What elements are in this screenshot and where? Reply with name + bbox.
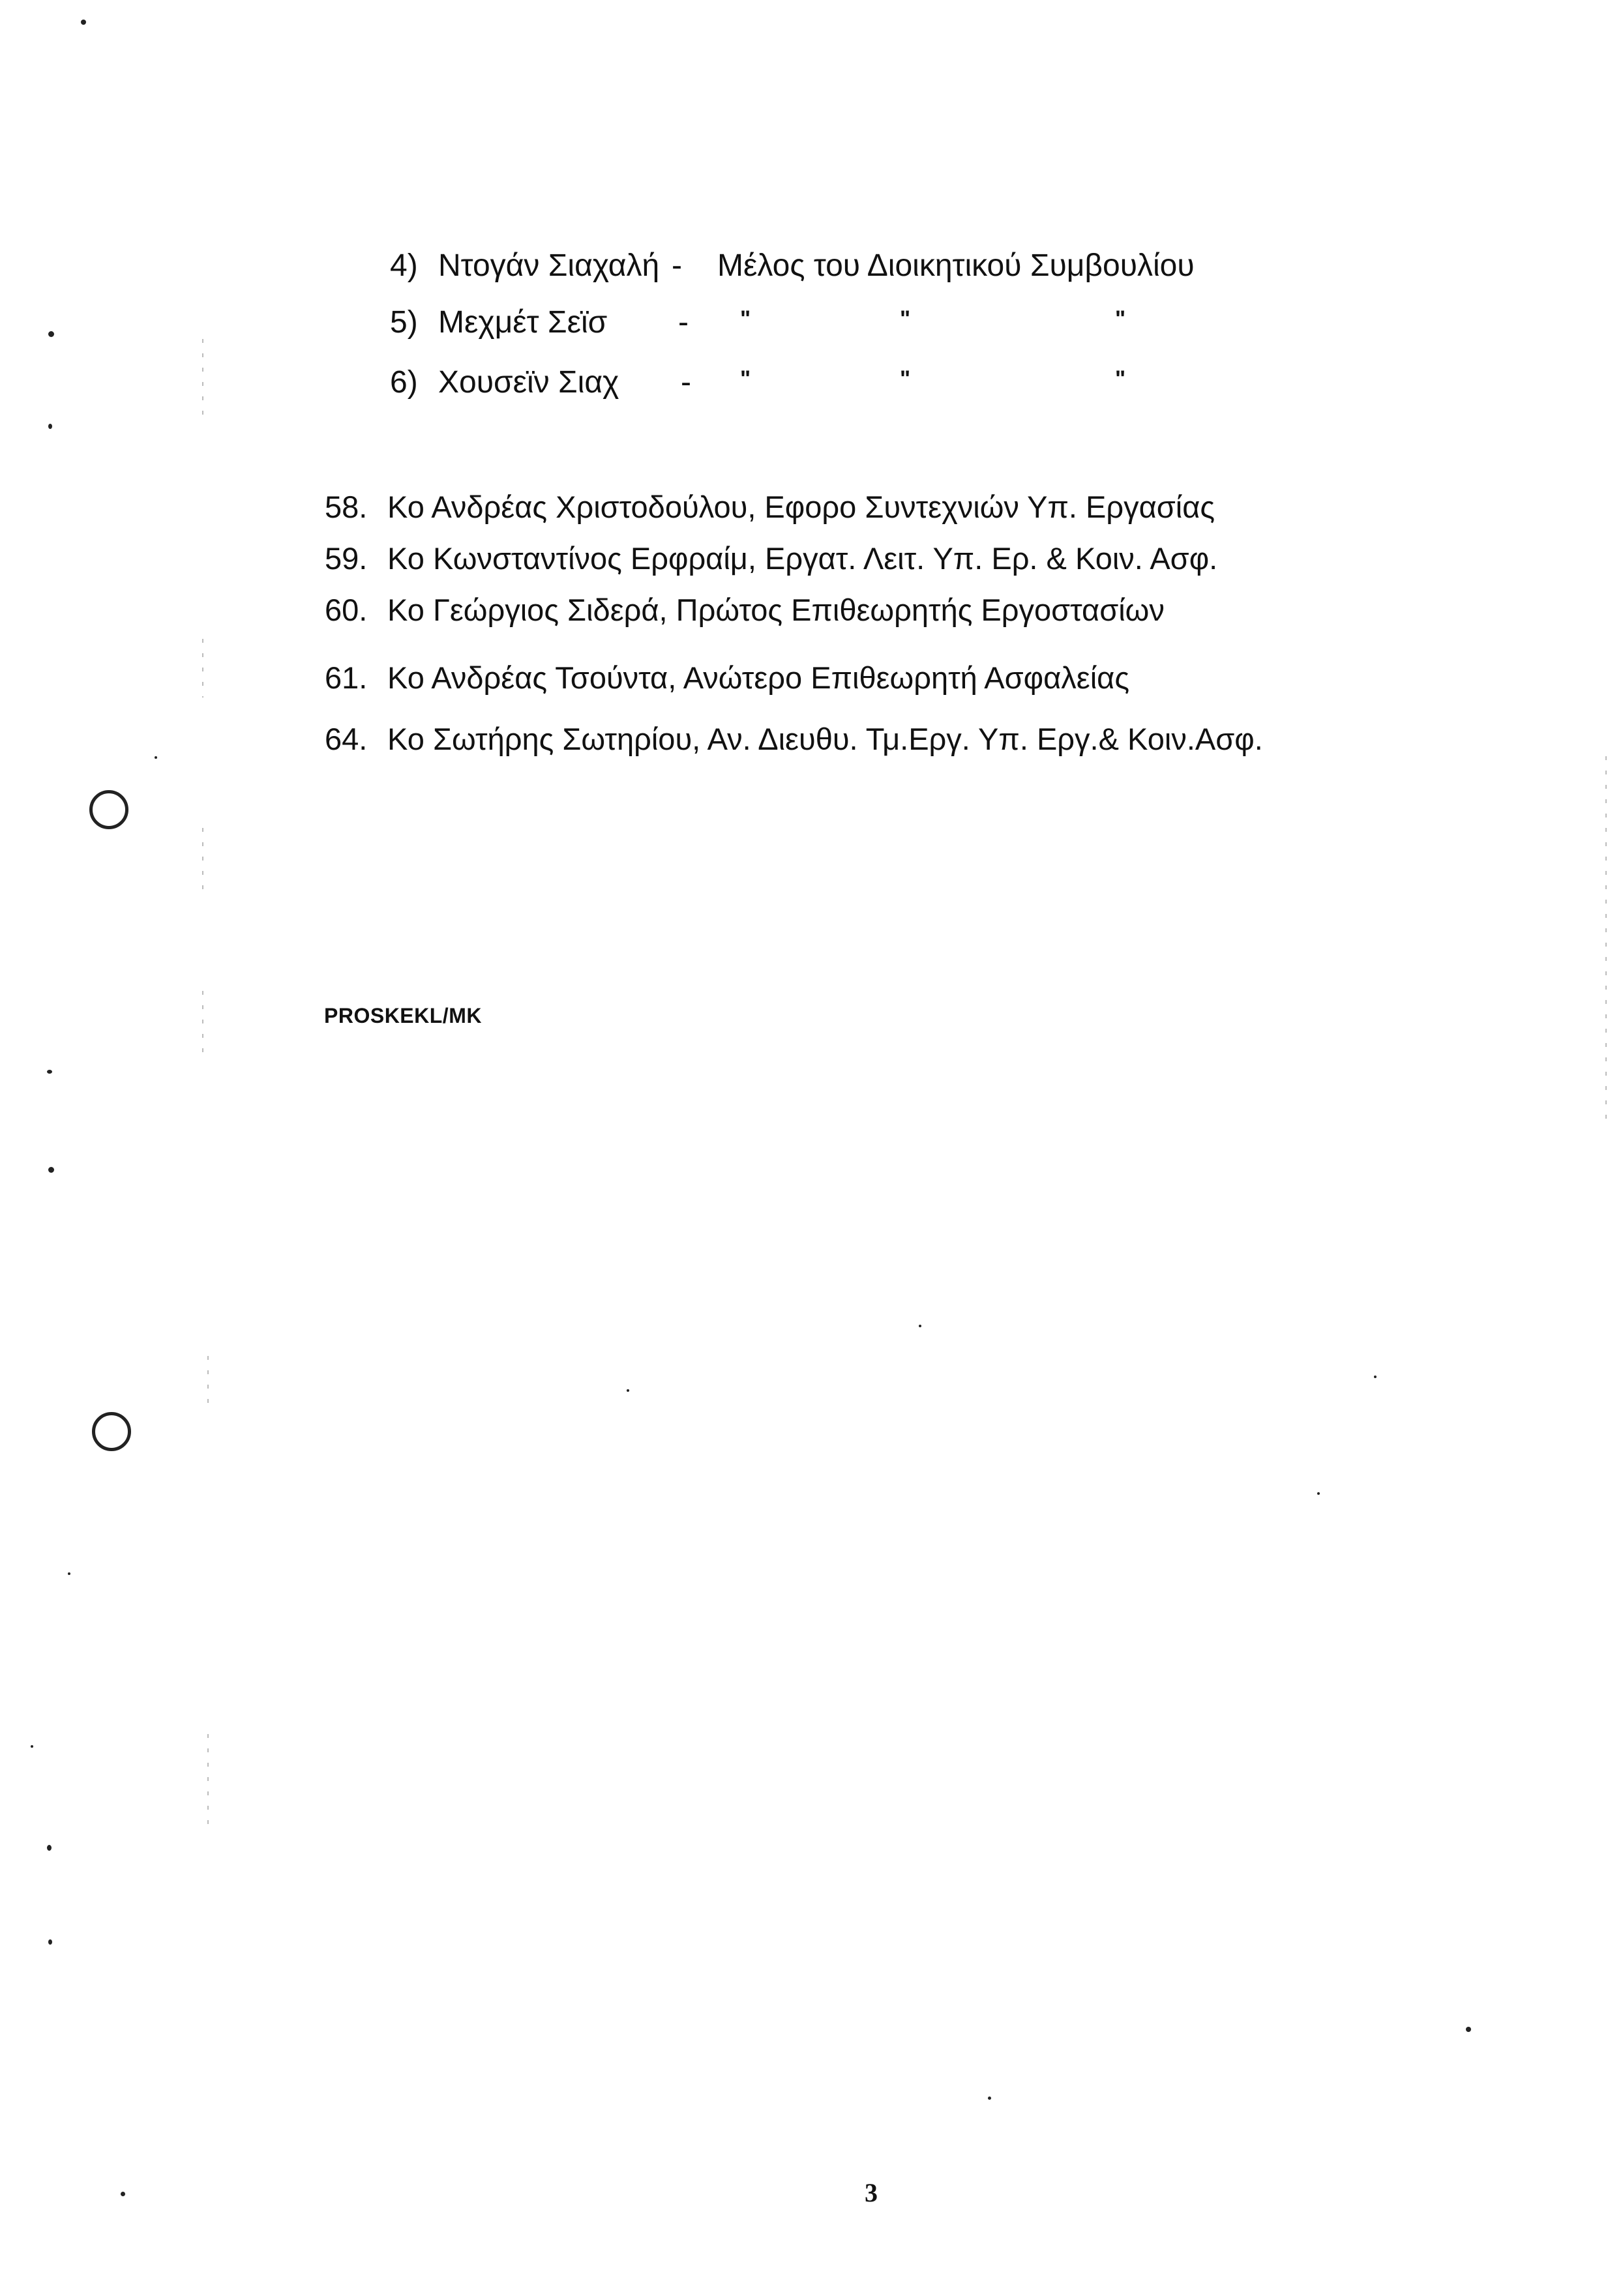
attendee-number: 60. bbox=[325, 593, 368, 627]
board-member-number: 4) bbox=[390, 248, 418, 283]
scan-line bbox=[202, 639, 203, 698]
scan-speck bbox=[627, 1389, 629, 1392]
board-member-role: Μέλος του Διοικητικού Συμβουλίου bbox=[717, 248, 1195, 283]
attendee-text: Κο Ανδρέας Τσούντα, Ανώτερο Επιθεωρητή Ασφαλείας bbox=[387, 660, 1130, 695]
scan-speck bbox=[988, 2097, 991, 2100]
attendee-line bbox=[325, 591, 1165, 630]
board-member-name: Ντογάν Σιαχαλή bbox=[438, 248, 660, 283]
attendee-number: 59. bbox=[325, 541, 368, 576]
ditto-mark: " bbox=[900, 366, 911, 391]
scan-speck bbox=[68, 1572, 70, 1575]
ditto-mark: " bbox=[1115, 366, 1126, 391]
ditto-mark: " bbox=[900, 306, 911, 331]
ditto-mark: " bbox=[740, 366, 751, 391]
scan-line bbox=[1605, 756, 1607, 1121]
scan-speck bbox=[155, 756, 157, 759]
scan-speck bbox=[1374, 1376, 1377, 1378]
ditto-mark: " bbox=[740, 306, 751, 331]
scan-speck bbox=[31, 1745, 33, 1748]
scan-speck bbox=[1317, 1492, 1320, 1495]
scan-speck bbox=[48, 1939, 52, 1945]
scan-speck bbox=[81, 20, 86, 25]
attendee-text: Κο Κωνσταντίνος Ερφραίμ, Εργατ. Λειτ. Υπ. Ερ. & Κοιν. Ασφ. bbox=[387, 541, 1218, 576]
page-number: 3 bbox=[865, 2178, 878, 2207]
scan-line bbox=[202, 828, 203, 900]
scan-speck bbox=[47, 1070, 52, 1074]
attendee-text: Κο Σωτήρης Σωτηρίου, Αν. Διευθυ. Τμ.Εργ. Υπ. Εργ.& Κοιν.Ασφ. bbox=[387, 722, 1263, 756]
punch-hole bbox=[89, 790, 128, 829]
reference-code: PROSKEKL/MK bbox=[324, 1004, 482, 1027]
attendee-line bbox=[325, 658, 1129, 698]
board-member-number: 5) bbox=[390, 305, 418, 340]
attendee-line bbox=[325, 488, 1215, 527]
attendee-number: 64. bbox=[325, 722, 368, 756]
attendee-text: Κο Γεώργιος Σιδερά, Πρώτος Επιθεωρητής Εργοστασίων bbox=[387, 593, 1165, 627]
scan-line bbox=[207, 1356, 209, 1408]
attendee-number: 61. bbox=[325, 660, 368, 695]
scan-line bbox=[202, 339, 203, 417]
attendee-line bbox=[325, 720, 1263, 759]
attendee-number: 58. bbox=[325, 490, 368, 524]
board-member-name: Μεχμέτ Σεϊσ bbox=[438, 305, 608, 340]
board-member-name: Χουσεϊν Σιαχ bbox=[438, 365, 619, 400]
board-member-number: 6) bbox=[390, 365, 418, 400]
scan-speck bbox=[1466, 2027, 1471, 2032]
scan-speck bbox=[121, 2192, 125, 2196]
punch-hole bbox=[92, 1412, 131, 1451]
board-member-dash: - bbox=[678, 305, 689, 340]
scan-speck bbox=[48, 331, 54, 337]
scan-speck bbox=[48, 424, 52, 429]
board-member-dash: - bbox=[672, 248, 682, 283]
scan-speck bbox=[47, 1845, 52, 1851]
scan-line bbox=[202, 991, 203, 1056]
board-member-dash: - bbox=[681, 365, 691, 400]
scan-line bbox=[207, 1734, 209, 1825]
ditto-mark: " bbox=[1115, 306, 1126, 331]
attendee-line bbox=[325, 539, 1217, 578]
scan-speck bbox=[919, 1325, 921, 1327]
scan-speck bbox=[48, 1167, 54, 1173]
attendee-text: Κο Ανδρέας Χριστοδούλου, Εφορο Συντεχνιών Υπ. Εργασίας bbox=[387, 490, 1215, 524]
